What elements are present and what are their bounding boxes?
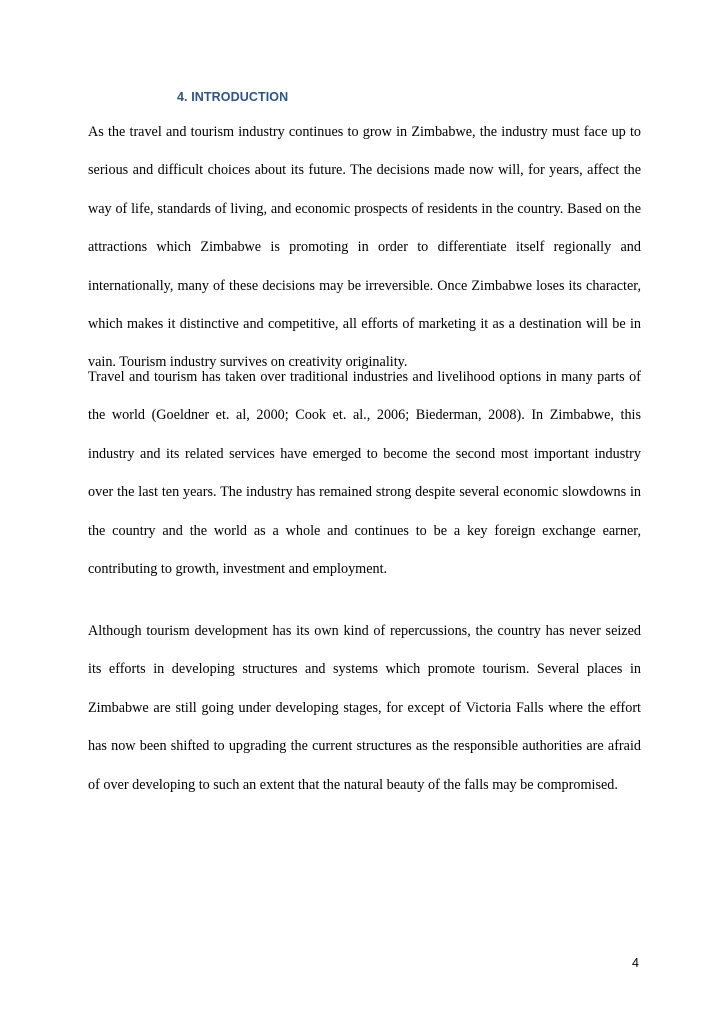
paragraph-3: Although tourism development has its own kind of repercussions, the country has never seized its efforts in developing structures and systems which promote tourism. Several places in Zimbabwe are still going under developing stages, for except of Victoria Falls where the effort has now been shifted to upgrading the current structures as the responsible authorities are afraid of over developing to such an extent that the natural beauty of the falls may be compromised.: [88, 623, 641, 793]
paragraph-2: Travel and tourism has taken over traditional industries and livelihood options in many parts of the world (Goeldner et. al, 2000; Cook et. al., 2006; Biederman, 2008). In Zimbabwe, this industry and its related services have emerged to become the second most important industry over the last ten years. The industry has remained strong despite several economic slowdowns in the country and the world as a whole and continues to be a key foreign exchange earner, contributing to growth, investment and employment.: [88, 369, 641, 578]
page-number: 4: [632, 956, 639, 970]
paragraph-1: As the travel and tourism industry continues to grow in Zimbabwe, the industry must face up to serious and difficult choices about its future. The decisions made now will, for years, affect the way of life, standards of living, and economic prospects of residents in the country. Based on the attractions which Zimbabwe is promoting in order to differentiate itself regionally and internationally, many of these decisions may be irreversible. Once Zimbabwe loses its character, which makes it distinctive and competitive, all efforts of marketing it as a destination will be in vain. Tourism industry survives on creativity originality.: [88, 124, 641, 371]
section-heading: 4. INTRODUCTION: [177, 90, 289, 104]
